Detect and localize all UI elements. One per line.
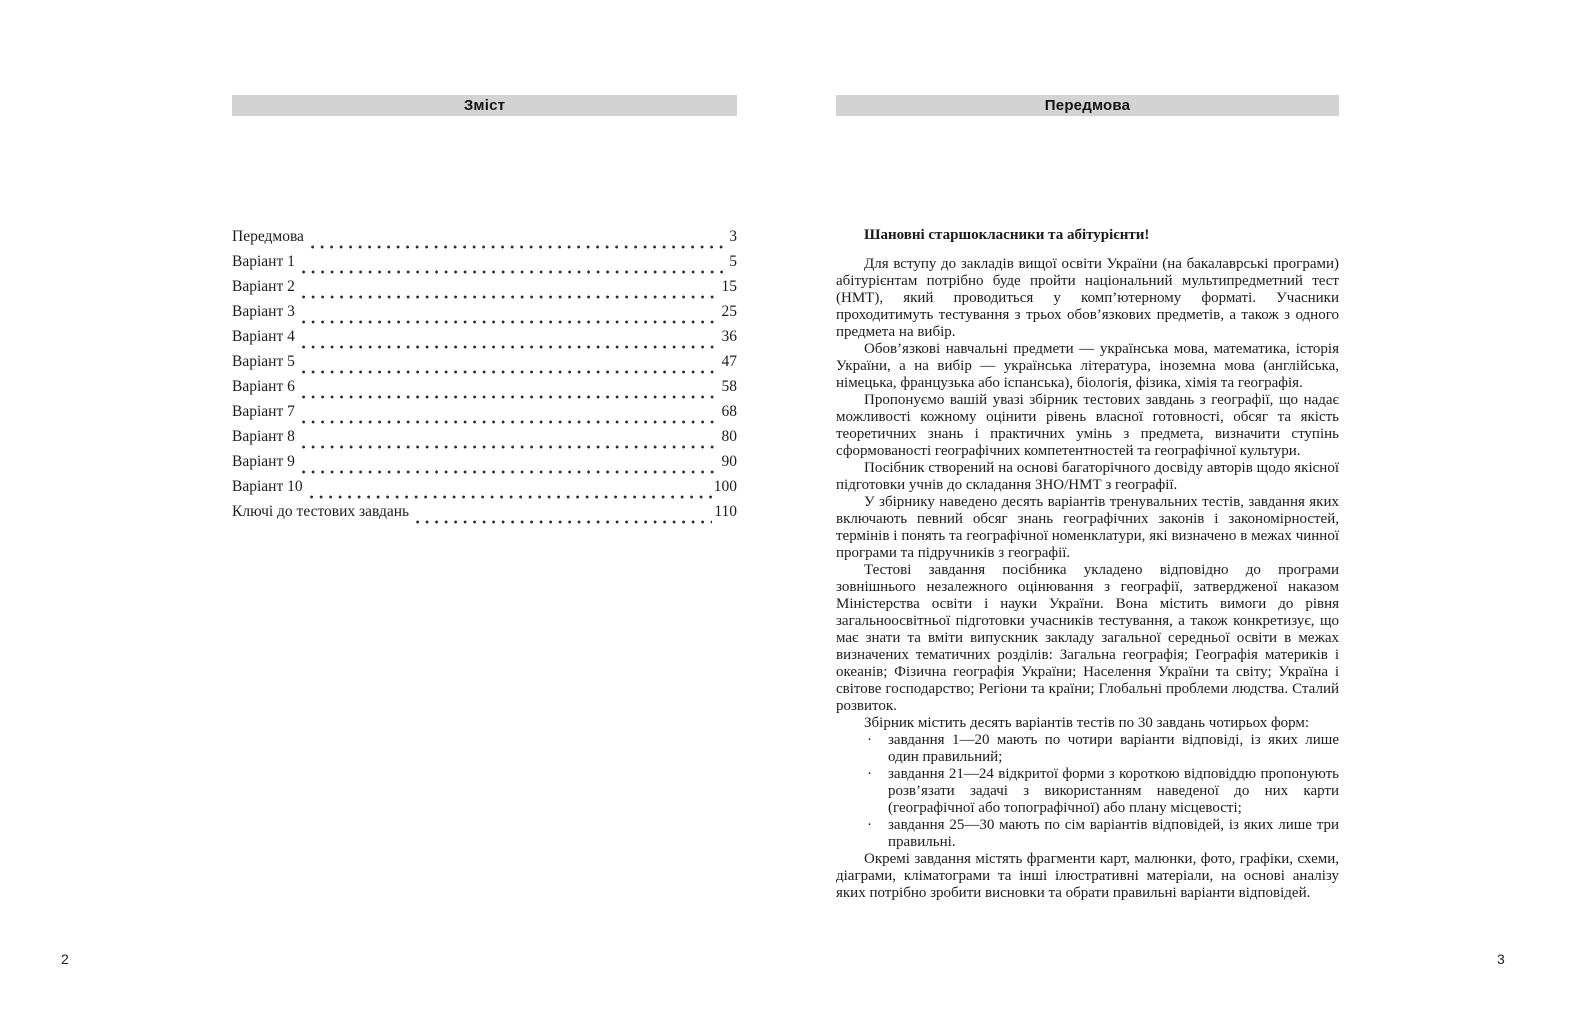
toc-row-keys [232, 503, 737, 528]
dot-leader [302, 420, 720, 424]
toc-row-variant-9 [232, 453, 737, 478]
dot-leader [302, 470, 720, 474]
toc-entry-label: Варіант 9 [232, 453, 295, 470]
toc-entry-label: Ключі до тестових завдань [232, 503, 410, 520]
list-item-text: завдання 21—24 відкритої форми з короткою відповіддю пропонують розв’язати задачі з використанням наведеної до них карти (географічної або топографічної) або плану місцевості; [888, 766, 1339, 816]
closing-paragraph: Окремі завдання містять фрагменти карт, малюнки, фото, графіки, схеми, діаграми, кліматограми та інші ілюстративні матеріали, на основі аналізу яких потрібно зробити висновки та обрати правильні варіанти відповідей. [836, 851, 1339, 901]
toc-entry-label: Варіант 5 [232, 353, 295, 370]
toc-row-variant-3 [232, 303, 737, 328]
toc-entry-page: 80 [721, 428, 737, 445]
toc-row-variant-4 [232, 328, 737, 353]
toc-row-variant-2 [232, 278, 737, 303]
right-page [836, 95, 1339, 902]
toc-row-variant-5 [232, 353, 737, 378]
dot-leader [302, 370, 720, 374]
right-page-header [836, 95, 1339, 116]
toc-title: Зміст [463, 97, 506, 114]
toc-entry-label: Варіант 10 [232, 478, 303, 495]
dot-leader [416, 520, 712, 524]
toc-row-variant-1 [232, 253, 737, 278]
paragraph: У збірнику наведено десять варіантів тренувальних тестів, завдання яких включають певний обсяг знань географічних законів і закономірностей, термінів і понять та географічної номенклатури, які визначено в межах чинної програми та підручників з географії. [836, 494, 1339, 561]
dot-leader [302, 345, 720, 349]
dot-leader [311, 245, 727, 249]
toc-entry-page: 110 [714, 503, 737, 520]
right-page-number: 3 [1497, 951, 1505, 967]
list-item [836, 817, 1339, 851]
toc-entry-page: 15 [721, 278, 737, 295]
paragraph: Обов’язкові навчальні предмети — українська мова, математика, історія України, а на вибір — українська література, іноземна мова (англійська, німецька, французька або іспанська), біологія, фізика, хімія та географія. [836, 341, 1339, 391]
list-item-text: завдання 1—20 мають по чотири варіанти відповіді, із яких лише один правильний; [888, 732, 1339, 765]
salutation: Шановні старшокласники та абітурієнти! [864, 227, 1150, 243]
dot-leader [310, 495, 712, 499]
toc-entry-page: 5 [729, 253, 737, 270]
toc-entry-label: Варіант 3 [232, 303, 295, 320]
list-item-text: завдання 25—30 мають по сім варіантів відповідей, із яких лише три правильні. [888, 817, 1339, 850]
dot-leader [302, 270, 727, 274]
toc-entry-label: Варіант 7 [232, 403, 295, 420]
preface-title: Передмова [1044, 97, 1131, 114]
left-page-number: 2 [61, 951, 69, 967]
bullet-icon: · [867, 766, 872, 782]
toc-row-variant-6 [232, 378, 737, 403]
dot-leader [302, 395, 720, 399]
toc-entry-page: 47 [721, 353, 737, 370]
toc-entry-page: 58 [721, 378, 737, 395]
paragraph: Тестові завдання посібника укладено відповідно до програми зовнішнього незалежного оцінювання з географії, затвердженої наказом Міністерства освіти і науки України. Вона містить вимоги до рівня загальноосвітньої підготовки учасників тестування, а також конкретизує, що має знати та вміти випускник закладу загальної середньої освіти в межах визначених тематичних розділів: Загальна географія; Географія материків і океанів; Фізична географія України; Населення України та світу; Україна і світове господарство; Регіони та країни; Глобальні проблеми людства. Сталий розвиток. [836, 562, 1339, 714]
toc-entry-label: Варіант 1 [232, 253, 295, 270]
toc-entry-page: 3 [729, 228, 737, 245]
dot-leader [302, 320, 720, 324]
list-intro: Збірник містить десять варіантів тестів по 30 завдань чотирьох форм: [864, 715, 1310, 731]
dot-leader [302, 295, 720, 299]
toc-entry-page: 68 [721, 403, 737, 420]
toc-entry-page: 36 [721, 328, 737, 345]
toc-entry-label: Варіант 4 [232, 328, 295, 345]
toc-entry-label: Варіант 8 [232, 428, 295, 445]
paragraph: Пропонуємо вашій увазі збірник тестових завдань з географії, що надає можливості кожному оцінити рівень власної готовності, обсяг та якість теоретичних знань і практичних умінь з предмета, визначити ступінь сформованості географічних компетентностей та географічної культури. [836, 392, 1339, 459]
paragraph: Для вступу до закладів вищої освіти України (на бакалаврські програми) абітурієнтам потрібно буде пройти національний мультипредметний тест (НМТ), який проводиться у комп’ютерному форматі. Учасники проходитимуть тестування з трьох обов’язкових предметів, а також з одного предмета на вибір. [836, 256, 1339, 340]
preface-body [836, 227, 1339, 902]
toc-row-peredmova [232, 228, 737, 253]
toc-row-variant-7 [232, 403, 737, 428]
list-item [836, 766, 1339, 817]
toc-row-variant-8 [232, 428, 737, 453]
toc-entry-page: 90 [721, 453, 737, 470]
toc-entry-label: Передмова [232, 228, 304, 245]
list-item [836, 732, 1339, 766]
toc-entry-label: Варіант 6 [232, 378, 295, 395]
bullet-icon: · [867, 817, 872, 833]
dot-leader [302, 445, 720, 449]
paragraph: Посібник створений на основі багаторічного досвіду авторів щодо якісної підготовки учнів до складання ЗНО/НМТ з географії. [836, 460, 1339, 493]
table-of-contents [232, 228, 737, 528]
bullet-icon: · [867, 732, 872, 748]
toc-entry-page: 25 [721, 303, 737, 320]
left-page [232, 95, 737, 528]
toc-row-variant-10 [232, 478, 737, 503]
left-page-header [232, 95, 737, 116]
toc-entry-page: 100 [713, 478, 737, 495]
toc-entry-label: Варіант 2 [232, 278, 295, 295]
